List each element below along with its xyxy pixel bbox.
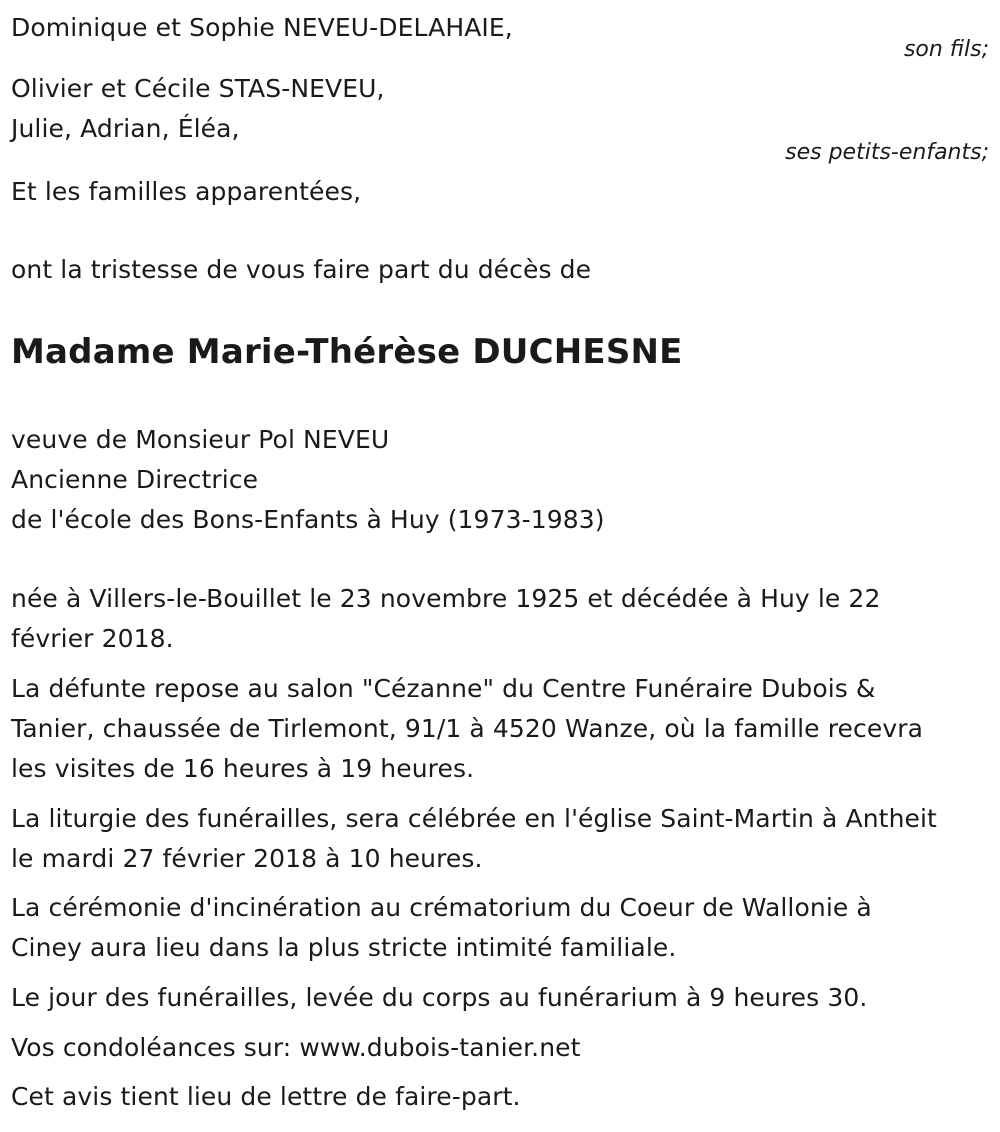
grandchildren-parents: Olivier et Cécile STAS-NEVEU, [11,74,385,103]
former-school-line: de l'école des Bons-Enfants à Huy (1973-1983) [11,505,605,534]
condolences-line: Vos condoléances sur: www.dubois-tanier.net [11,1033,581,1062]
repose-line-2: Tanier, chaussée de Tirlemont, 91/1 à 4520 Wanze, où la famille recevra [11,714,924,743]
liturgy-line-1: La liturgie des funérailles, sera célébrée en l'église Saint-Martin à Antheit [11,804,937,833]
repose-line-1: La défunte repose au salon "Cézanne" du Centre Funéraire Dubois & [11,674,876,703]
birth-death-line-1: née à Villers-le-Bouillet le 23 novembre 1925 et décédée à Huy le 22 [11,584,881,613]
former-role-line: Ancienne Directrice [11,465,259,494]
grandchildren-role: ses petits-enfants; [785,140,989,165]
grandchildren-names: Julie, Adrian, Éléa, [11,114,240,143]
deceased-name: Madame Marie-Thérèse DUCHESNE [11,332,683,372]
levee-line: Le jour des funérailles, levée du corps au funérarium à 9 heures 30. [11,983,868,1012]
cremation-line-2: Ciney aura lieu dans la plus stricte intimité familiale. [11,933,677,962]
birth-death-line-2: février 2018. [11,624,174,653]
obituary-notice [11,0,989,1132]
notice-line: Cet avis tient lieu de lettre de faire-part. [11,1082,521,1111]
widow-of-line: veuve de Monsieur Pol NEVEU [11,425,390,454]
announcement-intro: ont la tristesse de vous faire part du décès de [11,255,592,284]
relatives-line: Et les familles apparentées, [11,177,362,206]
son-names: Dominique et Sophie NEVEU-DELAHAIE, [11,13,513,42]
cremation-line-1: La cérémonie d'incinération au crématorium du Coeur de Wallonie à [11,893,872,922]
son-role: son fils; [903,37,989,62]
repose-line-3: les visites de 16 heures à 19 heures. [11,754,475,783]
liturgy-line-2: le mardi 27 février 2018 à 10 heures. [11,844,483,873]
